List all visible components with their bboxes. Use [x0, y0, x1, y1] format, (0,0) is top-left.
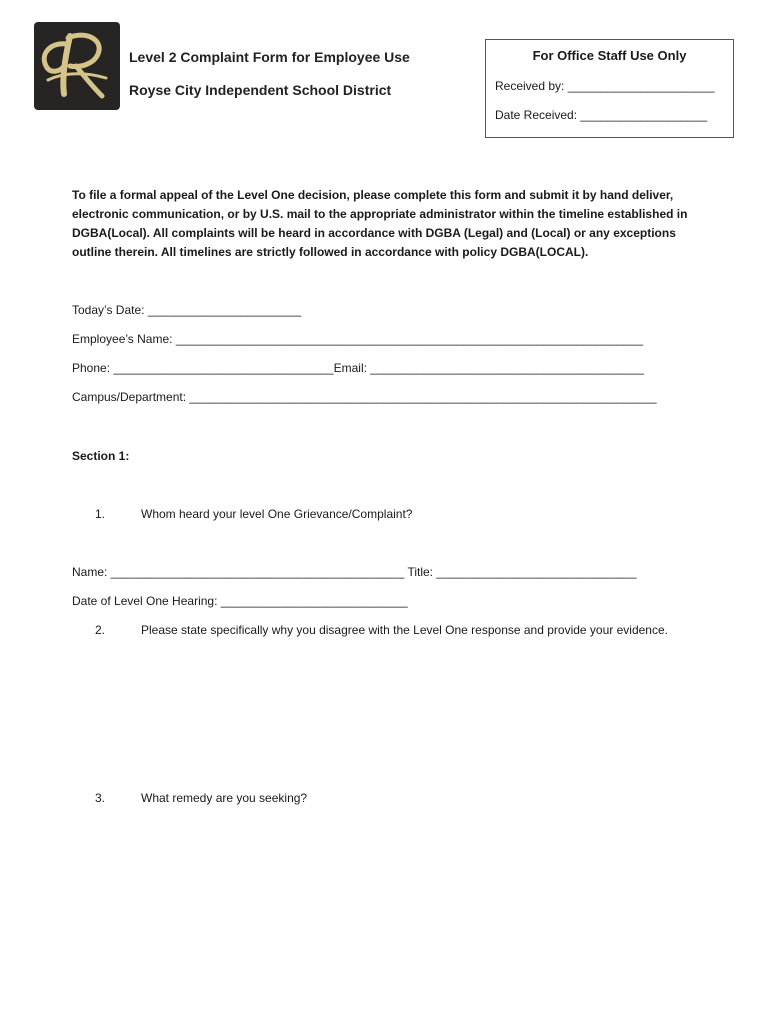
question-1-text: Whom heard your level One Grievance/Complaint? [141, 507, 413, 521]
intro-paragraph: To file a formal appeal of the Level One decision, please complete this form and submit it by hand deliver, electronic communication, or by U.S. mail to the appropriate administrator within the timeline established in DGBA(Local). All complaints will be heard in accordance with DGBA (Legal) and (Local) or any exceptions outline therein. All timelines are strictly followed in accordance with policy DGBA(LOCAL). [72, 188, 688, 259]
rc-logo-graphic [34, 22, 120, 110]
employee-name-field[interactable]: Employee’s Name: ______________________________________________________________________ [72, 332, 643, 346]
question-2 [95, 623, 668, 637]
district-name: Royse City Independent School District [129, 82, 392, 98]
question-1 [95, 507, 412, 521]
todays-date-field[interactable]: Today’s Date: _______________________ [72, 303, 302, 317]
question-3 [95, 791, 307, 805]
name-title-field[interactable]: Name: ____________________________________________ Title: ______________________________ [72, 565, 637, 579]
question-3-text: What remedy are you seeking? [141, 791, 308, 805]
question-1-number: 1. [95, 507, 106, 521]
question-2-number: 2. [95, 623, 106, 637]
question-2-text: Please state specifically why you disagree with the Level One response and provide your evidence. [141, 623, 668, 637]
rc-district-logo-icon [34, 22, 120, 110]
date-received-field[interactable]: Date Received: ___________________ [495, 108, 708, 122]
phone-email-field[interactable]: Phone: _________________________________Email: _________________________________________ [72, 361, 644, 375]
office-use-box [485, 39, 734, 138]
received-by-field[interactable]: Received by: ______________________ [495, 79, 715, 93]
section-1-heading: Section 1: [72, 449, 130, 463]
office-use-title: For Office Staff Use Only [532, 48, 687, 63]
campus-department-field[interactable]: Campus/Department: ______________________________________________________________________ [72, 390, 657, 404]
form-title: Level 2 Complaint Form for Employee Use [129, 49, 410, 65]
hearing-date-field[interactable]: Date of Level One Hearing: ____________________________ [72, 594, 408, 608]
question-3-number: 3. [95, 791, 106, 805]
